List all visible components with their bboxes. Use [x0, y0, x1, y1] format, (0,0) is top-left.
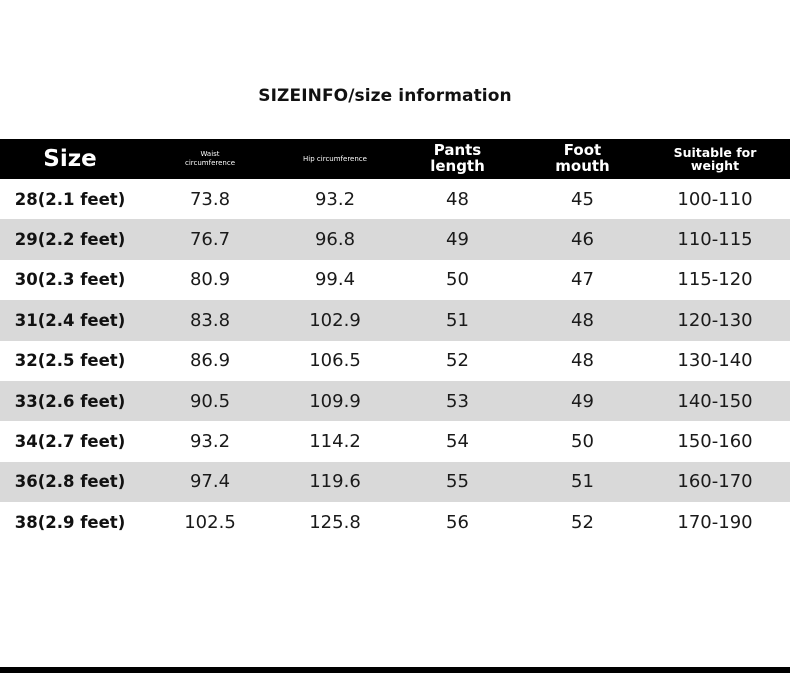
header-foot-mouth — [525, 139, 640, 179]
table-row — [0, 179, 790, 219]
cell-weight: 115-120 — [677, 269, 753, 291]
cell-pants-length: 55 — [446, 471, 469, 493]
cell-foot-mouth: 45 — [571, 188, 594, 210]
cell-hip: 99.4 — [314, 269, 356, 291]
cell-hip: 125.8 — [309, 511, 361, 533]
header-pants-line1: Pants — [433, 141, 482, 160]
cell-pants-length: 53 — [446, 390, 469, 412]
cell-weight: 170-190 — [677, 511, 753, 533]
cell-foot-mouth: 46 — [571, 229, 594, 251]
cell-waist: 76.7 — [189, 229, 231, 251]
header-weight-line2: weight — [690, 158, 740, 173]
cell-weight: 100-110 — [677, 188, 753, 210]
cell-foot-mouth: 50 — [571, 431, 594, 453]
header-hip-label: Hip circumference — [303, 154, 367, 163]
cell-waist: 80.9 — [189, 269, 231, 291]
cell-pants-length: 56 — [446, 511, 469, 533]
size-table — [0, 139, 790, 543]
cell-foot-mouth: 47 — [571, 269, 594, 291]
cell-weight: 140-150 — [677, 390, 753, 412]
cell-size: 32(2.5 feet) — [14, 351, 126, 371]
table-row — [0, 260, 790, 300]
cell-waist: 97.4 — [189, 471, 231, 493]
cell-pants-length: 50 — [446, 269, 469, 291]
cell-waist: 83.8 — [189, 309, 231, 331]
cell-hip: 109.9 — [309, 390, 361, 412]
cell-weight: 130-140 — [677, 350, 753, 372]
header-foot-line1: Foot — [563, 141, 602, 160]
cell-hip: 114.2 — [309, 431, 361, 453]
cell-waist: 73.8 — [189, 188, 231, 210]
header-size-label: Size — [43, 145, 97, 172]
table-row — [0, 421, 790, 461]
cell-hip: 102.9 — [309, 309, 361, 331]
cell-waist: 93.2 — [189, 431, 231, 453]
header-hip — [280, 139, 390, 179]
cell-pants-length: 51 — [446, 309, 469, 331]
header-pants-line2: length — [430, 157, 485, 175]
cell-pants-length: 49 — [446, 229, 469, 251]
bottom-divider — [0, 667, 790, 673]
cell-hip: 96.8 — [314, 229, 356, 251]
cell-weight: 120-130 — [677, 309, 753, 331]
cell-foot-mouth: 48 — [571, 350, 594, 372]
cell-hip: 119.6 — [309, 471, 361, 493]
cell-hip: 93.2 — [314, 188, 356, 210]
cell-size: 30(2.3 feet) — [14, 270, 126, 290]
page-title: SIZEINFO/size information — [258, 86, 512, 106]
cell-hip: 106.5 — [309, 350, 361, 372]
header-weight-line1: Suitable for — [673, 144, 757, 160]
table-row — [0, 381, 790, 421]
header-pants-length — [390, 139, 525, 179]
table-row — [0, 502, 790, 542]
cell-waist: 102.5 — [184, 511, 236, 533]
cell-weight: 150-160 — [677, 431, 753, 453]
cell-pants-length: 54 — [446, 431, 469, 453]
cell-size: 38(2.9 feet) — [14, 512, 126, 532]
cell-size: 34(2.7 feet) — [14, 432, 126, 452]
cell-weight: 160-170 — [677, 471, 753, 493]
cell-foot-mouth: 48 — [571, 309, 594, 331]
table-row — [0, 300, 790, 340]
header-waist — [140, 139, 280, 179]
header-waist-line1: Waist — [200, 150, 220, 159]
table-row — [0, 341, 790, 381]
table-header — [0, 139, 790, 179]
header-foot-line2: mouth — [555, 157, 610, 175]
cell-foot-mouth: 51 — [571, 471, 594, 493]
table-row — [0, 462, 790, 502]
header-size — [0, 139, 140, 179]
cell-foot-mouth: 52 — [571, 511, 594, 533]
cell-size: 36(2.8 feet) — [14, 472, 126, 492]
cell-waist: 86.9 — [189, 350, 231, 372]
cell-pants-length: 52 — [446, 350, 469, 372]
cell-size: 33(2.6 feet) — [14, 391, 126, 411]
cell-weight: 110-115 — [677, 229, 753, 251]
header-weight — [640, 139, 790, 179]
header-waist-line2: circumference — [184, 159, 235, 167]
cell-size: 31(2.4 feet) — [14, 310, 126, 330]
cell-pants-length: 48 — [446, 188, 469, 210]
cell-size: 29(2.2 feet) — [14, 230, 126, 250]
cell-size: 28(2.1 feet) — [14, 189, 126, 209]
table-row — [0, 219, 790, 259]
cell-waist: 90.5 — [189, 390, 231, 412]
cell-foot-mouth: 49 — [571, 390, 594, 412]
